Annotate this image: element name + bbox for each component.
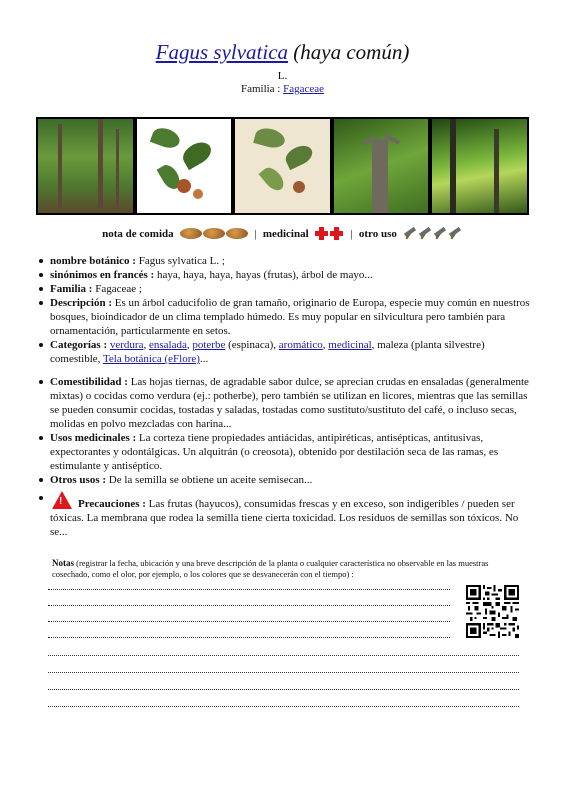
family-label: Familia : — [240, 83, 284, 95]
family-line — [0, 83, 565, 95]
nut-cluster-icon — [226, 228, 248, 239]
forest-path-photo[interactable] — [38, 119, 133, 213]
list-item-other-uses: Otros usos : De la semilla se obtiene un aceite semisecan... — [50, 473, 530, 487]
qr-code-icon[interactable] — [466, 585, 519, 638]
note-line[interactable] — [48, 654, 519, 656]
medicinal-rating — [315, 227, 345, 240]
note-line[interactable] — [48, 688, 519, 690]
medicinal-rating-label: medicinal — [262, 227, 309, 240]
botanical-illustration-2[interactable] — [235, 119, 330, 213]
species-link[interactable]: Fagus sylvatica — [155, 40, 289, 64]
list-item-medicinal: Usos medicinales : La corteza tiene propiedades antiácidas, antipiréticas, antisépticas, antitusivas, expectorantes y odontálgicas. Un alquitrán (o creosota), obtenido por destilación seca de las ramas, es estimulante y antiséptico. — [50, 431, 530, 473]
nut-cluster-icon — [180, 228, 202, 239]
list-item-description: Descripción : Es un árbol caducifolio de gran tamaño, originario de Europa, especie muy común en nuestros bosques, bioindicador de un clima templado húmedo. Es muy popular en silvicultura pero también para ornamentación, particularmente en setos. — [50, 297, 530, 337]
note-line[interactable] — [48, 671, 519, 673]
nut-cluster-icon — [203, 228, 225, 239]
photo-strip — [36, 117, 529, 215]
separator: | — [350, 227, 353, 240]
category-link-verdura[interactable]: verdura — [109, 339, 144, 351]
category-link-ensalada[interactable]: ensalada — [148, 339, 187, 351]
usage-list — [50, 375, 530, 539]
notes-label: Notas — [52, 558, 74, 568]
family-link[interactable]: Fagaceae — [283, 83, 325, 95]
list-item-precautions: ! Precauciones : Las frutas (hayucos), consumidas frescas y en exceso, son indigeribles / pueden ser tóxicas. La membrana que rodea la semilla tiene cierta toxicidad. Los residuos de semillas son tóxicos. No se... — [50, 491, 530, 539]
tool-icon — [448, 227, 462, 240]
botanical-illustration-1[interactable] — [137, 119, 232, 213]
notes-instructions: Notas (registrar la fecha, ubicación y una breve descripción de la planta o cualquier característica no observable en las muestras cosechado, como el olor, por ejemplo, o los colores que se desvanecerán con el tiempo) : — [52, 558, 489, 579]
common-name: (haya común) — [288, 40, 410, 64]
list-item-family: Familia : Fagaceae ; — [50, 282, 530, 296]
other-use-rating — [403, 227, 463, 240]
eflore-link[interactable]: Tela botánica (eFlore) — [102, 353, 200, 365]
category-link-aromatico[interactable]: aromático — [278, 339, 323, 351]
category-link-poterbe[interactable]: poterbe — [192, 339, 226, 351]
category-link-medicinal[interactable]: medicinal — [328, 339, 372, 351]
red-cross-icon — [315, 227, 328, 240]
warning-triangle-icon: ! — [52, 491, 72, 509]
note-line[interactable] — [48, 588, 450, 590]
tool-icon — [418, 227, 432, 240]
other-use-rating-label: otro uso — [358, 227, 397, 240]
separator: | — [254, 227, 257, 240]
ratings-bar — [0, 227, 565, 240]
tool-icon — [433, 227, 447, 240]
note-line[interactable] — [48, 636, 450, 638]
beech-forest-photo[interactable] — [432, 119, 527, 213]
food-rating — [180, 228, 249, 240]
info-list — [50, 254, 530, 366]
list-item-categories: Categorías : verdura, ensalada, poterbe (espinaca), aromático, medicinal, maleza (planta silvestre) comestible, Tela botánica (eFlore)... — [50, 338, 530, 366]
tool-icon — [403, 227, 417, 240]
note-line[interactable] — [48, 604, 450, 606]
author-abbrev: L. — [277, 70, 288, 82]
note-line[interactable] — [48, 620, 450, 622]
list-item-synonyms: sinónimos en francés : haya, haya, haya, hayas (frutas), árbol de mayo... — [50, 268, 530, 282]
red-cross-icon — [330, 227, 343, 240]
beech-trunk-photo[interactable] — [334, 119, 429, 213]
note-line[interactable] — [48, 705, 519, 707]
page-title — [0, 40, 565, 65]
list-item-botanical: nombre botánico : Fagus sylvatica L. ; — [50, 254, 530, 268]
food-rating-label: nota de comida — [102, 227, 174, 240]
list-item-edibility: Comestibilidad : Las hojas tiernas, de agradable sabor dulce, se aprecian crudas en ensaladas (generalmente mixtas) o cocidas como verdura (ej.: potherbe), pero también se utilizan en licores, mientras que las semillas se pueden consumir cocidas, tostadas y saladas, tostadas como sustituto/sustituto del café, o incluso secas, molidas en polvo mezcladas con harina... — [50, 376, 529, 430]
